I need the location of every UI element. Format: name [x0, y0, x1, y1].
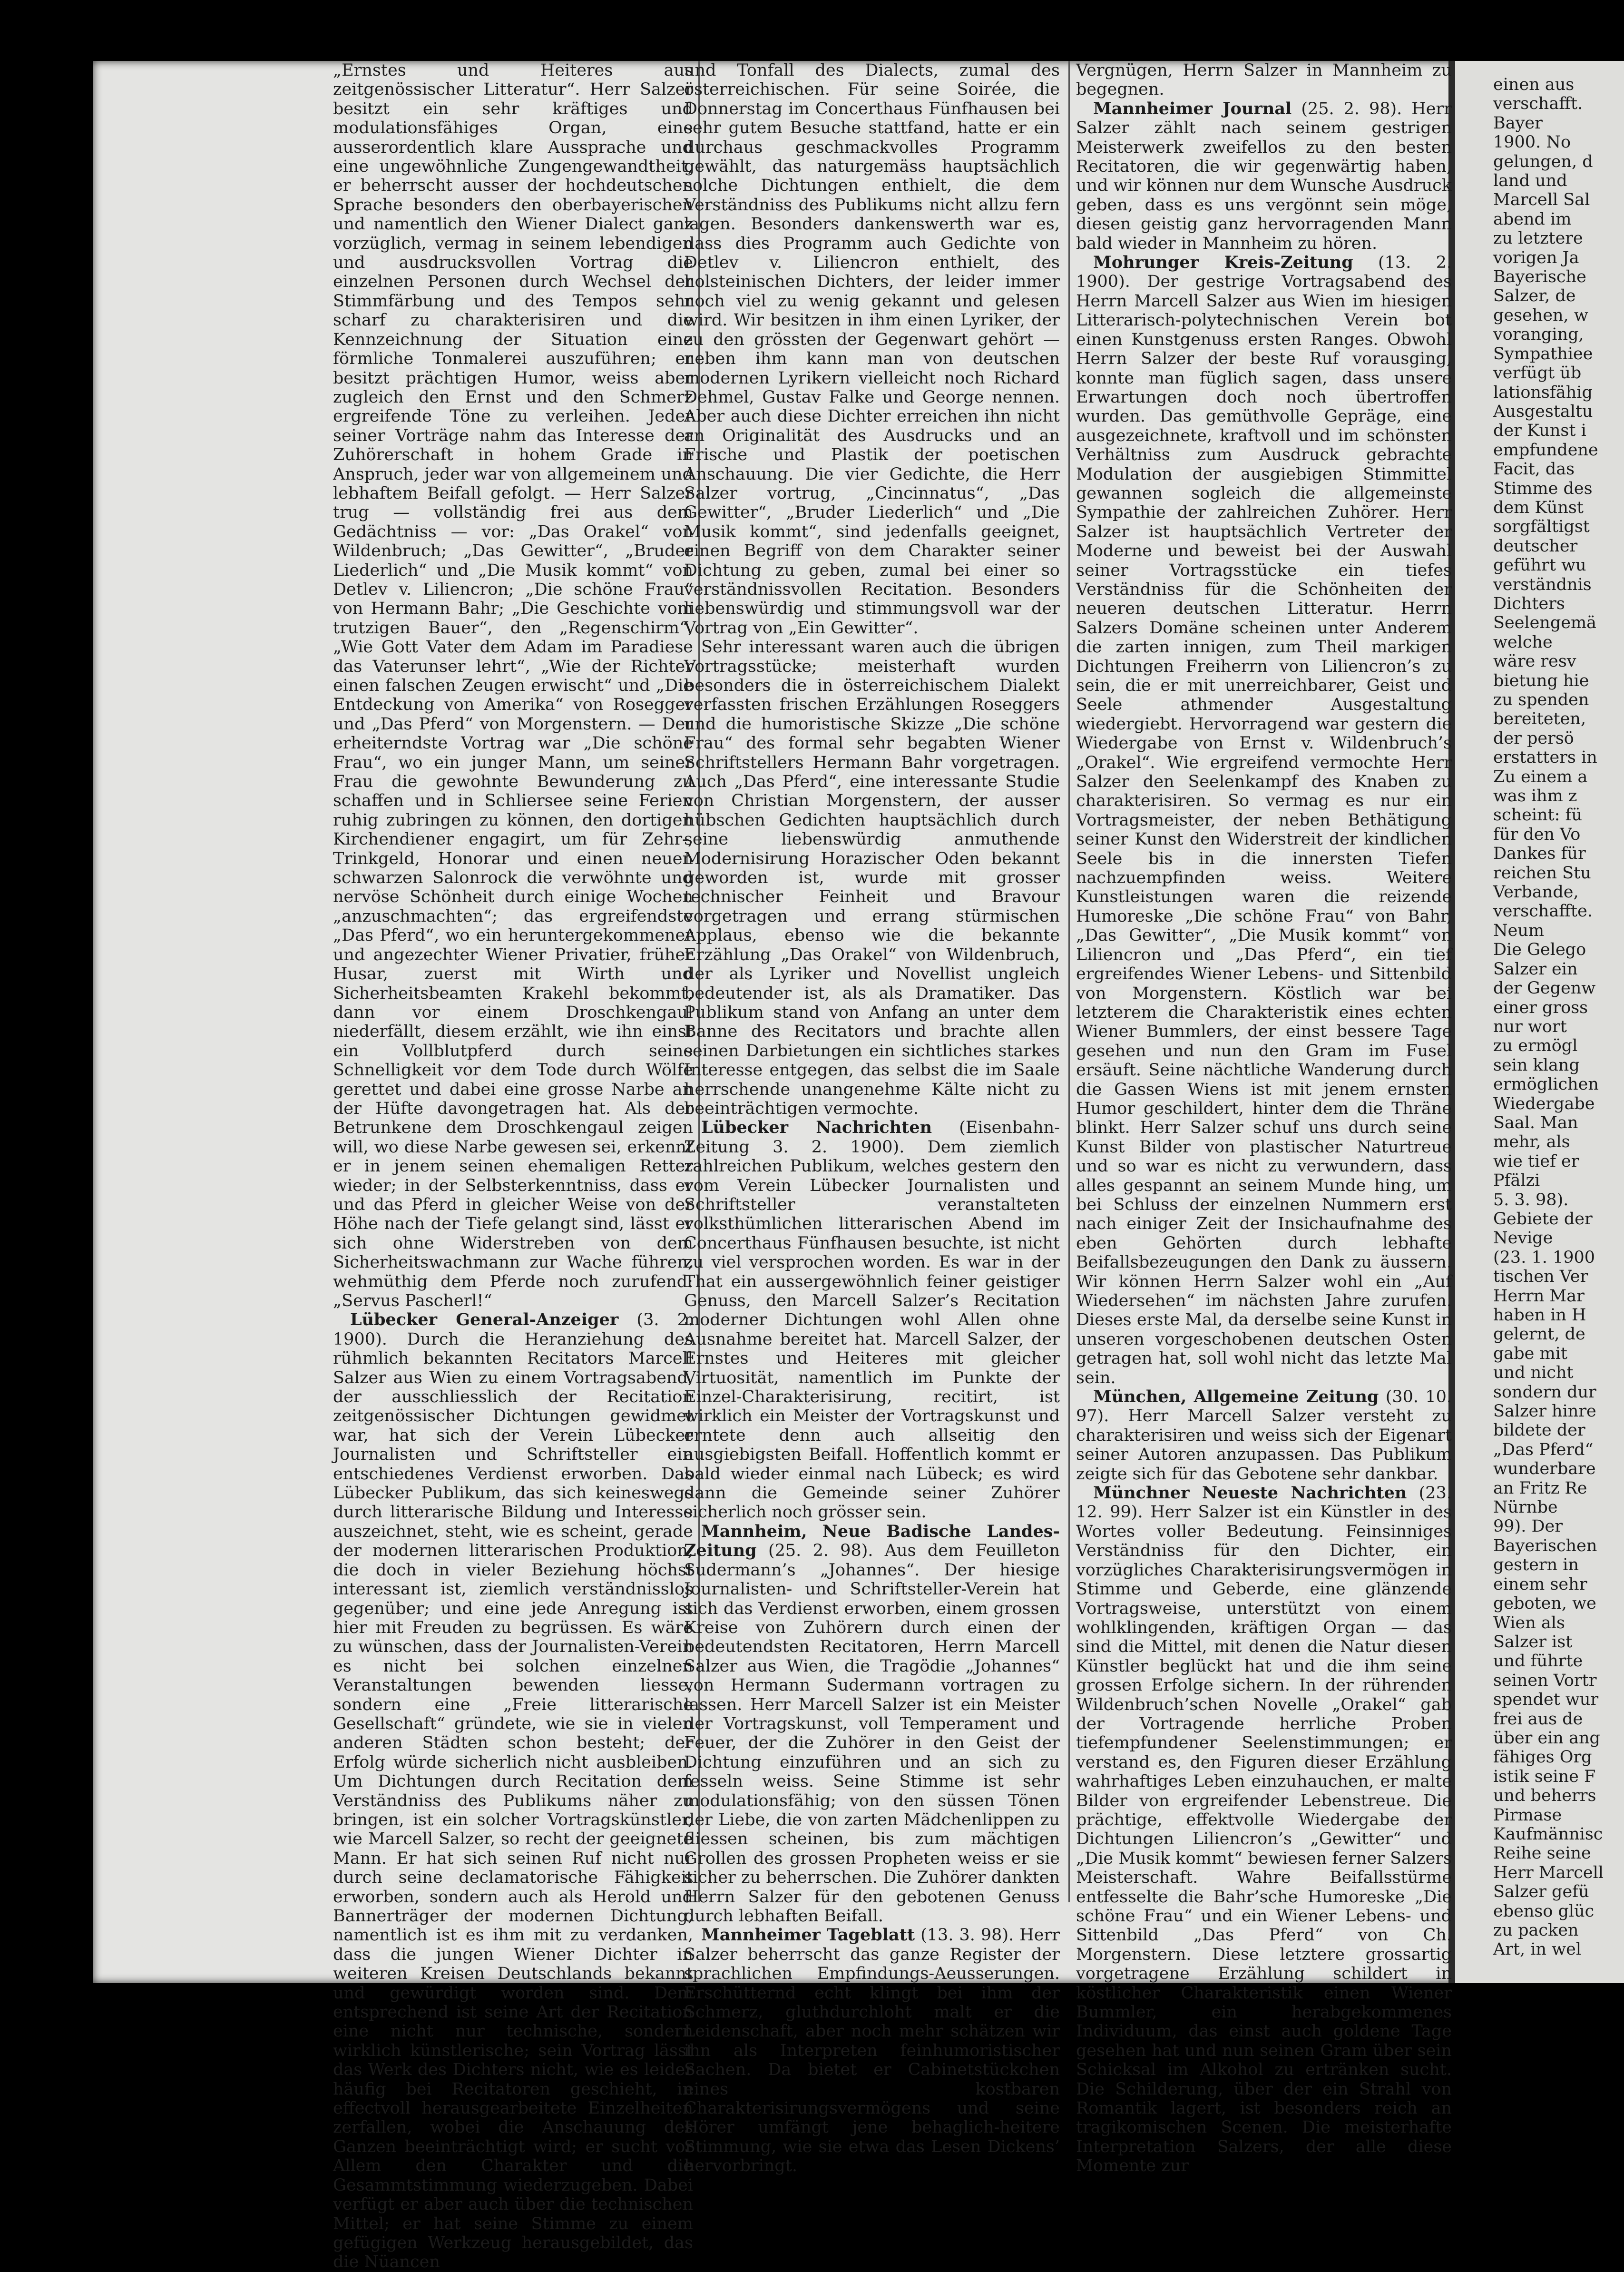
- review-paragraph: [1076, 1484, 1452, 2176]
- adjacent-page-line: Dankes für: [1493, 844, 1586, 864]
- newspaper-name: Lübecker Nachrichten: [701, 1118, 932, 1138]
- adjacent-page-line: verschafft.: [1493, 94, 1583, 114]
- adjacent-page-line: Reihe seine: [1493, 1844, 1591, 1863]
- adjacent-page-line: gabe mit: [1493, 1344, 1567, 1363]
- issue-date: (13. 3. 98).: [920, 1926, 1014, 1945]
- adjacent-page-text: [1455, 61, 1624, 1959]
- adjacent-page-line: zu packen: [1493, 1921, 1579, 1940]
- issue-date: (25. 2. 98).: [768, 1541, 873, 1561]
- adjacent-page-line: Herr Marcell: [1493, 1863, 1604, 1882]
- adjacent-page-line: vorigen Ja: [1493, 248, 1579, 267]
- text-paragraph: [1076, 61, 1452, 99]
- adjacent-page-line: Neum: [1493, 921, 1545, 940]
- paragraph-text: Herr Salzer zählt nach seinem gestrigen Meisterwerk zweifellos zu den besten Recitatoren, die wir gegenwärtig haben, und wir können nur dem Wunsche Ausdruck geben, dass es uns vergönnt sein möge, diesen geistig ganz hervorragenden Mann bald wieder in Mannheim zu hören.: [1076, 99, 1452, 253]
- adjacent-page-line: scheint: fü: [1493, 806, 1583, 825]
- adjacent-page-line: gesehen, w: [1493, 305, 1588, 325]
- text-paragraph: [684, 638, 1060, 1118]
- adjacent-page-line: Seelengemä: [1493, 613, 1597, 633]
- adjacent-page-line: verschaffte.: [1493, 902, 1593, 921]
- adjacent-page-line: land und: [1493, 171, 1567, 191]
- paragraph-text: und Tonfall des Dialects, zumal des österreichischen. Für seine Soirée, die Donnerstag im Concerthaus Fünfhausen bei sehr gutem Besuche stattfand, hatte er ein durchaus geschmackvolles Programm gewählt, das naturgemäss hauptsächlich solche Dichtungen enthielt, die dem Verständniss des Publikums nicht allzu fern lagen. Besonders dankenswerth war es, dass dies Programm auch Gedichte von Detlev v. Liliencron enthielt, des holsteinischen Dichters, der leider immer noch viel zu wenig gekannt und gelesen wird. Wir besitzen in ihm einen Lyriker, der zu den grössten der Gegenwart gehört — neben ihm kann man von deutschen modernen Lyrikern vielleicht noch Richard Dehmel, Gustav Falke und George nennen. Aber auch diese Dichter erreichen ihn nicht an Originalität des Ausdrucks und an Frische und Plastik der poetischen Anschauung. Die vier Gedichte, die Herr Salzer vortrug, „Cincinnatus“, „Das Gewitter“, „Bruder Liederlich“ und „Die Musik kommt“, sind jedenfalls geeignet, einen Begriff von dem Charakter seiner Dichtung zu geben, zumal bei einer so verständnissvollen Recitation. Besonders liebenswürdig und stimmungsvoll war der Vortrag von „Ein Gewitter“.: [684, 61, 1060, 638]
- paragraph-text: Aus dem Feuilleton Sudermann’s „Johannes“. Der hiesige Journalisten- und Schriftsteller-Verein hat sich das Verdienst erworben, einem grossen Kreise von Zuhörern durch einen der bedeutendsten Recitatoren, Herrn Marcell Salzer aus Wien, die Tragödie „Johannes“ von Hermann Sudermann vortragen zu lassen. Herr Marcell Salzer ist ein Meister der Vortragskunst, voll Temperament und Feuer, der die Zuhörer in den Geist der Dichtung einzuführen und an sich zu fesseln weiss. Seine Stimme ist sehr modulationsfähig; von den süssen Tönen der Liebe, die von zarten Mädchenlippen zu fliessen scheinen, bis zum mächtigen Grollen des grossen Propheten weiss er sie sicher zu beherrschen. Die Zuhörer dankten Herrn Salzer für den gebotenen Genuss durch lebhaften Beifall.: [684, 1541, 1060, 1926]
- issue-date: (30. 10. 97).: [1076, 1387, 1452, 1426]
- adjacent-page-line: Marcell Sal: [1493, 190, 1590, 210]
- adjacent-page-line: Kaufmännisc: [1493, 1824, 1603, 1844]
- paragraph-text: Herr Salzer beherrscht das ganze Register der sprachlichen Empfindungs-Aeusserungen. Erschütternd echt klingt bei ihm der Schmerz, gluthdurchloht malt er die Leidenschaft, aber noch mehr schätzen wir ihn als Interpreten feinhumoristischer Sachen. Da bietet er Cabinetstückchen eines kostbaren Charakterisirungsvermögens und seine Hörer umfängt jene behaglich-heitere Stimmung, wie sie etwa das Lesen Dickens’ hervorbringt.: [684, 1926, 1060, 2176]
- adjacent-page-line: Nürnbe: [1493, 1498, 1558, 1517]
- adjacent-page-line: Die Gelego: [1493, 940, 1586, 960]
- newspaper-name: München, Allgemeine Zeitung: [1093, 1387, 1379, 1407]
- adjacent-page-line: bereiteten,: [1493, 709, 1586, 729]
- text-paragraph: [684, 61, 1060, 638]
- adjacent-page-line: Sympathiee: [1493, 344, 1593, 364]
- review-paragraph: [1076, 253, 1452, 1387]
- paragraph-text: Sehr interessant waren auch die übrigen Vortragsstücke; meisterhaft wurden besonders die in österreichischem Dialekt verfassten frischen Erzählungen Roseggers und die humoristische Skizze „Die schöne Frau“ des formal sehr begabten Wiener Schriftstellers Hermann Bahr vorgetragen. Auch „Das Pferd“, eine interessante Studie von Christian Morgenstern, der ausser hübschen Gedichten hauptsächlich durch seine liebenswürdig anmuthende Modernisirung Horazischer Oden bekannt geworden ist, wurde mit grosser technischer Feinheit und Bravour vorgetragen und errang stürmischen Applaus, ebenso wie die bekannte Erzählung „Das Orakel“ von Wildenbruch, der als Lyriker und Novellist ungleich bedeutender ist, als als Dramatiker. Das Publikum stand von Anfang an unter dem Banne des Recitators und brachte allen seinen Darbietungen ein sichtliches starkes Interesse entgegen, das selbst die im Saale herrschende unangenehme Kälte nicht zu beeinträchtigen vermochte.: [684, 638, 1060, 1118]
- adjacent-page-line: 99). Der: [1493, 1517, 1563, 1536]
- adjacent-page-line: Verbande,: [1493, 883, 1579, 902]
- issue-date: (13. 2. 1900).: [1076, 253, 1452, 292]
- adjacent-page-line: tischen Ver: [1493, 1267, 1588, 1287]
- review-paragraph: [684, 1926, 1060, 2175]
- adjacent-page-line: über ein ang: [1493, 1728, 1600, 1748]
- adjacent-page-line: Pirmase: [1493, 1805, 1562, 1825]
- adjacent-page-line: empfundene: [1493, 440, 1598, 460]
- adjacent-page-line: Salzer ein: [1493, 959, 1578, 979]
- review-paragraph: [1076, 99, 1452, 253]
- issue-date: (23. 12. 99).: [1076, 1484, 1452, 1522]
- newspaper-name: Mannheimer Tageblatt: [701, 1925, 915, 1945]
- adjacent-page-line: Bayerische: [1493, 267, 1586, 287]
- issue-date: (25. 2. 98).: [1301, 99, 1402, 118]
- adjacent-page-line: 5. 3. 98).: [1493, 1190, 1569, 1210]
- adjacent-page-line: Ausgestaltu: [1493, 402, 1593, 421]
- adjacent-page-line: der persö: [1493, 728, 1574, 748]
- text-paragraph: [333, 61, 693, 1310]
- adjacent-page-line: Stimme des: [1493, 479, 1593, 498]
- adjacent-page-line: gestern in: [1493, 1555, 1579, 1575]
- adjacent-page-line: sondern dur: [1493, 1382, 1596, 1402]
- adjacent-page-line: Salzer hinre: [1493, 1402, 1596, 1421]
- newspaper-name: Mannheimer Journal: [1093, 98, 1292, 118]
- adjacent-page-line: wie tief er: [1493, 1151, 1579, 1171]
- adjacent-page-line: seinen Vortr: [1493, 1671, 1597, 1690]
- adjacent-page-line: Nevige: [1493, 1229, 1553, 1248]
- adjacent-page-line: bietung hie: [1493, 671, 1589, 690]
- newspaper-name: Lübecker General-Anzeiger: [350, 1310, 619, 1330]
- adjacent-page-line: welche: [1493, 632, 1553, 652]
- issue-date: (Eisenbahn-Zeitung 3. 2. 1900).: [684, 1118, 1060, 1157]
- review-paragraph: [684, 1522, 1060, 1926]
- adjacent-page-line: Facit, das: [1493, 460, 1575, 479]
- adjacent-page-line: wunderbare: [1493, 1459, 1596, 1479]
- adjacent-page-line: ebenso glüc: [1493, 1901, 1595, 1921]
- adjacent-page-line: geboten, we: [1493, 1594, 1596, 1613]
- adjacent-page-line: Wiedergabe: [1493, 1094, 1595, 1113]
- adjacent-page-line: und führte: [1493, 1652, 1583, 1671]
- adjacent-page-line: was ihm z: [1493, 787, 1577, 806]
- adjacent-page-line: abend im: [1493, 209, 1572, 229]
- adjacent-page-line: für den Vo: [1493, 825, 1581, 844]
- paragraph-text: Vergnügen, Herrn Salzer in Mannheim zu begegnen.: [1076, 61, 1452, 99]
- adjacent-page-line: sorgfältigst: [1493, 517, 1590, 537]
- adjacent-page-line: und beherrs: [1493, 1786, 1596, 1806]
- adjacent-page-line: deutscher: [1493, 536, 1578, 556]
- adjacent-page-line: gelungen, d: [1493, 152, 1593, 171]
- adjacent-page-line: dem Künst: [1493, 498, 1584, 517]
- adjacent-page-line: verfügt üb: [1493, 364, 1582, 383]
- adjacent-page-line: zu letztere: [1493, 229, 1583, 248]
- adjacent-page-line: der Gegenw: [1493, 979, 1596, 998]
- adjacent-page-line: reichen Stu: [1493, 863, 1591, 883]
- adjacent-page-line: Bayerischen: [1493, 1536, 1597, 1555]
- text-column-3: [1076, 61, 1452, 2176]
- adjacent-page-line: zu spenden: [1493, 690, 1589, 709]
- adjacent-page-edge: [1448, 61, 1624, 1983]
- adjacent-page-line: der Kunst i: [1493, 421, 1586, 441]
- text-column-2: [684, 61, 1060, 2176]
- adjacent-page-line: zu ermögl: [1493, 1036, 1578, 1056]
- adjacent-page-line: an Fritz Re: [1493, 1478, 1587, 1498]
- adjacent-page-line: istik seine F: [1493, 1767, 1596, 1786]
- review-paragraph: [333, 1310, 693, 2272]
- adjacent-page-line: lationsfähig: [1493, 383, 1593, 402]
- adjacent-page-line: voranging,: [1493, 325, 1584, 344]
- adjacent-page-line: Wien als: [1493, 1613, 1565, 1633]
- adjacent-page-line: Zu einem a: [1493, 767, 1588, 787]
- adjacent-page-line: gelernt, de: [1493, 1325, 1585, 1344]
- adjacent-page-line: nur wort: [1493, 1017, 1567, 1036]
- paragraph-text: Herr Marcell Salzer versteht zu charakterisiren und weiss sich der Eigenart seiner Autoren anzupassen. Das Publikum zeigte sich für das Gebotene sehr dankbar.: [1076, 1406, 1452, 1484]
- adjacent-page-line: mehr, als: [1493, 1132, 1570, 1152]
- adjacent-page-line: spendet wur: [1493, 1690, 1599, 1710]
- adjacent-page-line: Salzer, de: [1493, 286, 1576, 306]
- review-paragraph: [1076, 1387, 1452, 1484]
- newspaper-name: Münchner Neueste Nachrichten: [1093, 1483, 1407, 1503]
- adjacent-page-line: Bayer: [1493, 113, 1543, 133]
- adjacent-page-line: 1900. No: [1493, 133, 1571, 152]
- adjacent-page-line: Dichters: [1493, 594, 1565, 613]
- adjacent-page-line: Salzer gefü: [1493, 1882, 1589, 1902]
- paragraph-text: „Ernstes und Heiteres aus zeitgenössischer Litteratur“. Herr Salzer besitzt ein sehr kräftiges und modulationsfähiges Organ, eine ausserordentlich klare Aussprache und eine ungewöhnliche Zungengewandtheit, er beherrscht ausser der hochdeutschen Sprache besonders den oberbayerischen und namentlich den Wiener Dialect ganz vorzüglich, vermag in seinem lebendigen und ausdrucksvollen Vortrag die einzelnen Personen durch Wechsel der Stimmfärbung und des Tempos sehr scharf zu charakterisiren und die Kennzeichnung der Situation eine förmliche Tonmalerei auszuführen; er besitzt prächtigen Humor, weiss aber zugleich den Ernst und den Schmerz ergreifende Töne zu verleihen. Jeder seiner Vorträge nahm das Interesse der Zuhörerschaft in hohem Grade in Anspruch, jeder war von allgemeinem und lebhaftem Beifall gefolgt. — Herr Salzer trug — vollständig frei aus dem Gedächtniss — vor: „Das Orakel“ von Wildenbruch; „Das Gewitter“, „Bruder Liederlich“ und „Die Musik kommt“ von Detlev v. Liliencron; „Die schöne Frau“ von Hermann Bahr; „Die Geschichte vom trutzigen Bauer“, den „Regenschirm“, „Wie Gott Vater dem Adam im Paradiese das Vaterunser lehrt“, „Wie der Richter einen falschen Zeugen erwischt“ und „Die Entdeckung von Amerika“ von Rosegger und „Das Pferd“ von Morgenstern. — Der erheiterndste Vortrag war „Die schöne Frau“, wo ein junger Mann, um seiner Frau die gewohnte Bewunderung zu schaffen und in Schliersee seine Ferien ruhig zubringen zu können, den dortigen Kirchendiener engagirt, um für Zehr-, Trinkgeld, Honorar und einen neuen schwarzen Salonrock die verwöhnte und nervöse Schönheit durch einige Wochen „anzuschmachten“; das ergreifendste „Das Pferd“, wo ein heruntergekommener und angezechter Wiener Privatier, früher Husar, zuerst mit Wirth und Sicherheitsbeamten Krakehl bekommt, dann vor einem Droschkengaul niederfällt, diesem erzählt, wie ihn einst ein Vollblutpferd durch seine Schnelligkeit vor dem Tode durch Wölfe gerettet und dabei eine grosse Narbe an der Hüfte davongetragen hat. Als der Betrunkene dem Droschkengaul zeigen will, wo diese Narbe gewesen sei, erkennt er in jenem seinen ehemaligen Retter wieder; in der Selbsterkenntniss, dass er und das Pferd in gleicher Weise von der Höhe nach der Tiefe gelangt sind, lässt er sich ohne Widerstreben von dem Sicherheitswachmann zur Wache führen, wehmüthig dem Pferde noch zurufend: „Servus Pascherl!“: [333, 61, 693, 1310]
- newspaper-name: Mannheim, Neue Badische Landes-Zeitung: [684, 1521, 1060, 1561]
- adjacent-page-line: verständnis: [1493, 575, 1592, 594]
- adjacent-page-line: Pfälzi: [1493, 1171, 1540, 1190]
- adjacent-page-line: einem sehr: [1493, 1574, 1587, 1594]
- adjacent-page-line: Herrn Mar: [1493, 1286, 1585, 1306]
- adjacent-page-line: Saal. Man: [1493, 1113, 1578, 1132]
- review-paragraph: [684, 1118, 1060, 1522]
- adjacent-page-line: sein klang: [1493, 1055, 1580, 1075]
- adjacent-page-line: bildete der: [1493, 1421, 1585, 1440]
- issue-date: (3. 2. 1900).: [333, 1310, 693, 1349]
- paragraph-text: Durch die Heranziehung des rühmlich bekannten Recitators Marcell Salzer aus Wien zu einem Vortragsabend, der ausschliesslich der Recitation zeitgenössischer Dichtungen gewidmet war, hat sich der Verein Lübecker Journalisten und Schriftsteller ein entschiedenes Verdienst erworben. Das Lübecker Publikum, das sich keineswegs durch litterarische Bildung und Interesse auszeichnet, steht, wie es scheint, gerade der modernen litterarischen Produktion, die doch in vieler Beziehung höchst interessant ist, ziemlich verständnisslos gegenüber; und eine jede Anregung ist hier mit Freuden zu begrüssen. Es wäre zu wünschen, dass der Journalisten-Verein es nicht bei solchen einzelnen Veranstaltungen bewenden liesse, sondern eine „Freie litterarische Gesellschaft“ gründete, wie sie in vielen anderen Städten schon besteht; der Erfolg würde sicherlich nicht ausbleiben. Um Dichtungen durch Recitation dem Verständniss des Publikums näher zu bringen, ist ein solcher Vortragskünstler, wie Marcell Salzer, so recht der geeignete Mann. Er hat sich seinen Ruf nicht nur durch seine declamatorische Fähigkeit erworben, sondern auch als Herold und Bannerträger der modernen Dichtung, namentlich ist es ihm mit zu verdanken, dass die jungen Wiener Dichter in weiteren Kreisen Deutschlands bekannt und gewürdigt worden sind. Dem entsprechend ist seine Art der Recitation eine nicht nur technische, sondern wirklich künstlerische; sein Vortrag lässt das Werk des Dichters nicht, wie es leider häufig bei Recitatoren geschieht, in effectvoll herausgearbeitete Einzelheiten zerfallen, wobei die Anschauung des Ganzen beeinträchtigt wird; er sucht vor Allem den Charakter und die Gesammtstimmung wiederzugeben. Dabei verfügt er aber auch über die technischen Mittel; er hat seine Stimme zu einem gefügigen Werkzeug herausgebildet, das die Nüancen: [333, 1329, 693, 2272]
- adjacent-page-line: haben in H: [1493, 1306, 1586, 1325]
- adjacent-page-line: Gebiete der: [1493, 1209, 1593, 1229]
- adjacent-page-line: „Das Pferd“: [1493, 1440, 1594, 1459]
- paragraph-text: Der gestrige Vortragsabend des Herrn Marcell Salzer aus Wien im hiesigen Litterarisch-polytechnischen Verein bot einen Kunstgenuss ersten Ranges. Obwohl Herrn Salzer der beste Ruf vorausging, konnte man füglich sagen, dass unsere Erwartungen doch noch übertroffen wurden. Das gemüthvolle Gepräge, eine ausgezeichnete, kraftvoll und im schönsten Verhältniss zum Ausdruck gebrachte Modulation der ausgiebigen Stimmittel gewannen sogleich die allgemeinste Sympathie der zahlreichen Zuhörer. Herr Salzer ist hauptsächlich Vertreter der Moderne und beweist bei der Auswahl seiner Vortragsstücke ein tiefes Verständniss für die Schönheiten der neueren deutschen Litteratur. Herrn Salzers Domäne scheinen unter Anderem die zarten innigen, zum Theil markigen Dichtungen Freiherrn von Liliencron’s zu sein, die er mit unerreichbarer, Geist und Seele athmender Ausgestaltung wiedergiebt. Hervorragend war gestern die Wiedergabe von Ernst v. Wildenbruch’s „Orakel“. Wie ergreifend vermochte Herr Salzer den Seelenkampf des Knaben zu charakterisiren. So vermag es nur ein Vortragsmeister, der neben Bethätigung seiner Kunst den Widerstreit der kindlichen Seele bis in die innersten Tiefen nachzuempfinden weiss. Weitere Kunstleistungen waren die reizende Humoreske „Die schöne Frau“ von Bahr, „Das Gewitter“, „Die Musik kommt“ von Liliencron und „Das Pferd“, ein tief ergreifendes Wiener Lebens- und Sittenbild von Morgenstern. Köstlich war bei letzterem die Charakteristik eines echten Wiener Bummlers, der einst bessere Tage gesehen und nun den Gram im Fusel ersäuft. Seine nächtliche Wanderung durch die Gassen Wiens ist mit jenem ernsten Humor geschildert, hinter dem die Thräne blinkt. Herr Salzer schuf uns durch seine Kunst Bilder von plastischer Naturtreue und so war es nicht zu verwundern, dass alles gespannt an seinem Munde hing, um bei Schluss der einzelnen Nummern erst nach einiger Zeit der Insichaufnahme des eben Gehörten durch lebhafte Beifallsbezeugungen den Dank zu äussern. Wir können Herrn Salzer wohl ein „Auf Wiedersehen“ im nächsten Jahre zurufen. Dieses erste Mal, da derselbe seine Kunst in unseren vorgeschobenen deutschen Osten getragen hat, soll wohl nicht das letzte Mal sein.: [1076, 272, 1452, 1387]
- text-column-1: [333, 61, 693, 2272]
- adjacent-page-line: Art, in wel: [1493, 1940, 1582, 1959]
- adjacent-page-line: geführt wu: [1493, 556, 1586, 575]
- paragraph-text: Dem ziemlich zahlreichen Publikum, welches gestern den vom Verein Lübecker Journalisten und Schriftsteller veranstalteten volksthümlichen litterarischen Abend im Concerthaus Fünfhausen besuchte, ist nicht zu viel versprochen worden. Es war in der That ein aussergewöhnlich feiner geistiger Genuss, den Marcell Salzer’s Recitation moderner Dichtungen wohl Allen ohne Ausnahme bereitet hat. Marcell Salzer, der Ernstes und Heiteres mit gleicher Virtuosität, namentlich im Punkte der Einzel-Charakterisirung, recitirt, ist wirklich ein Meister der Vortragskunst und erntete denn auch allseitig den ausgiebigsten Beifall. Hoffentlich kommt er bald wieder einmal nach Lübeck; es wird dann die Gemeinde seiner Zuhörer sicherlich noch grösser sein.: [684, 1137, 1060, 1522]
- adjacent-page-line: Salzer ist: [1493, 1632, 1573, 1652]
- adjacent-page-line: ermöglichen: [1493, 1075, 1599, 1094]
- adjacent-page-line: und nicht: [1493, 1363, 1574, 1383]
- adjacent-page-line: frei aus de: [1493, 1709, 1583, 1729]
- adjacent-page-line: wäre resv: [1493, 652, 1576, 671]
- paragraph-text: Herr Salzer ist ein Künstler in des Wortes voller Bedeutung. Feinsinniges Verständniss für den Dichter, ein vorzügliches Charakterisirungsvermögen in Stimme und Geberde, eine glänzende Vortragsweise, unterstützt von einem wohlklingenden, kräftigen Organ — das sind die Mittel, mit denen die Natur diesen Künstler beglückt hat und die ihm seine grossen Erfolge sichern. In der rührenden Wildenbruch’schen Novelle „Orakel“ gab der Vortragende herrliche Proben tiefempfundener Seelenstimmungen; er verstand es, den Figuren dieser Erzählung wahrhaftiges Leben einzuhauchen, er malte Bilder von ergreifender Lebenstreue. Die prächtige, effektvolle Wiedergabe der Dichtungen Liliencron’s „Gewitter“ und „Die Musik kommt“ bewiesen ferner Salzers Meisterschaft. Wahre Beifallsstürme entfesselte die Bahr’sche Humoreske „Die schöne Frau“ und ein Wiener Lebens- und Sittenbild „Das Pferd“ von Ch. Morgenstern. Diese letztere grossartig vorgetragene Erzählung schildert in köstlicher Charakteristik einen Wiener Bummler, ein herabgekommenes Individuum, das einst auch goldene Tage gesehen hat und nun seinen Gram über sein Schicksal im Alkohol zu ertränken sucht. Die Schilderung, über der ein Strahl von Romantik lagert, ist besonders reich an tragikomischen Scenen. Die meisterhafte Interpretation Salzers, der alle diese Momente zur: [1076, 1503, 1452, 2176]
- adjacent-page-line: erstatters in: [1493, 748, 1597, 767]
- adjacent-page-line: einen aus: [1493, 75, 1575, 94]
- adjacent-page-line: (23. 1. 1900: [1493, 1248, 1595, 1267]
- adjacent-page-line: einer gross: [1493, 998, 1588, 1017]
- column-rule: [1068, 61, 1070, 1902]
- adjacent-page-line: fähiges Org: [1493, 1748, 1592, 1767]
- newspaper-name: Mohrunger Kreis-Zeitung: [1093, 253, 1353, 273]
